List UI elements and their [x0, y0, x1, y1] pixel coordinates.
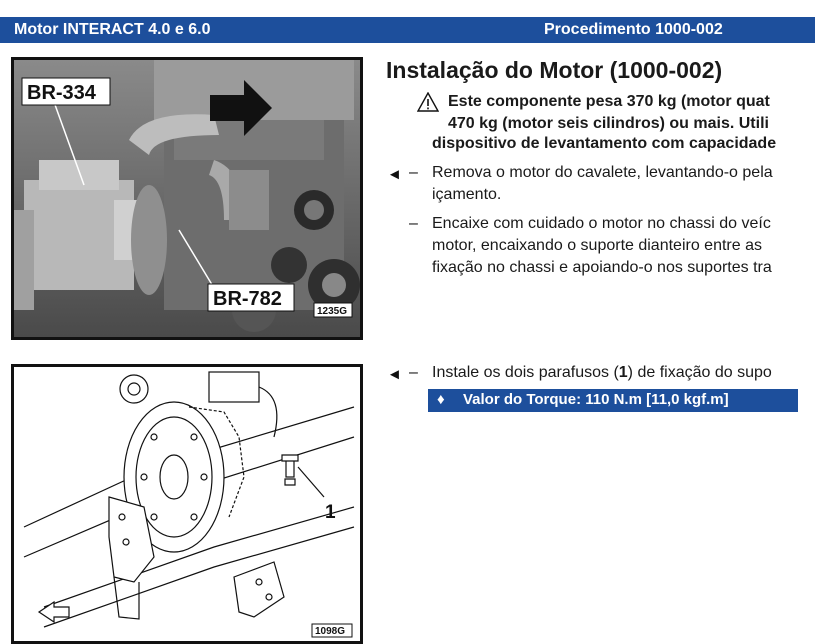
step3-dash: – — [409, 364, 418, 381]
torque-value-text: Valor do Torque: 110 N.m [11,0 kgf.m] — [463, 391, 729, 408]
step2-line-1: Encaixe com cuidado o motor no chassi do veíc — [432, 215, 771, 232]
step2-line-3: fixação no chassi e apoiando-o nos suportes tra — [432, 259, 772, 276]
diamond-icon: ♦ — [437, 391, 445, 408]
warning-icon — [417, 92, 439, 112]
section-title: Instalação do Motor (1000-002) — [386, 57, 723, 83]
header-procedure-number: Procedimento 1000-002 — [544, 21, 723, 38]
warning-line-2: 470 kg (motor seis cilindros) ou mais. Utili — [448, 115, 769, 132]
photo-figure-code: 1235G — [317, 306, 348, 317]
step2-dash: – — [409, 215, 418, 232]
step1-line-1: Remova o motor do cavalete, levantando-o pela — [432, 164, 773, 181]
step3-text — [432, 364, 772, 382]
step3-part-number: 1 — [618, 364, 628, 381]
warning-line-3: dispositivo de levantamento com capacidade — [432, 135, 777, 152]
photo-label-br334: BR-334 — [27, 82, 96, 104]
drawing-figure-code: 1098G — [315, 626, 346, 637]
page-header — [0, 17, 815, 43]
step1-dash: – — [409, 164, 418, 181]
step1-pointer-icon: ◄ — [387, 166, 402, 183]
torque-spec-bar — [428, 389, 798, 412]
engine-photo-figure — [11, 57, 363, 340]
step2-line-2: motor, encaixando o suporte dianteiro entre as — [432, 237, 762, 254]
header-engine-model: Motor INTERACT 4.0 e 6.0 — [14, 21, 211, 38]
warning-line-1: Este componente pesa 370 kg (motor quat — [448, 93, 770, 110]
step3-text-before: Instale os dois parafusos ( — [432, 364, 619, 381]
step3-pointer-icon: ◄ — [387, 366, 402, 383]
photo-label-br782: BR-782 — [213, 288, 282, 310]
step3-text-after: ) de fixação do supo — [627, 364, 772, 381]
drawing-callout-1: 1 — [325, 502, 336, 523]
step1-line-2: içamento. — [432, 186, 502, 203]
mount-drawing-figure — [11, 364, 363, 644]
